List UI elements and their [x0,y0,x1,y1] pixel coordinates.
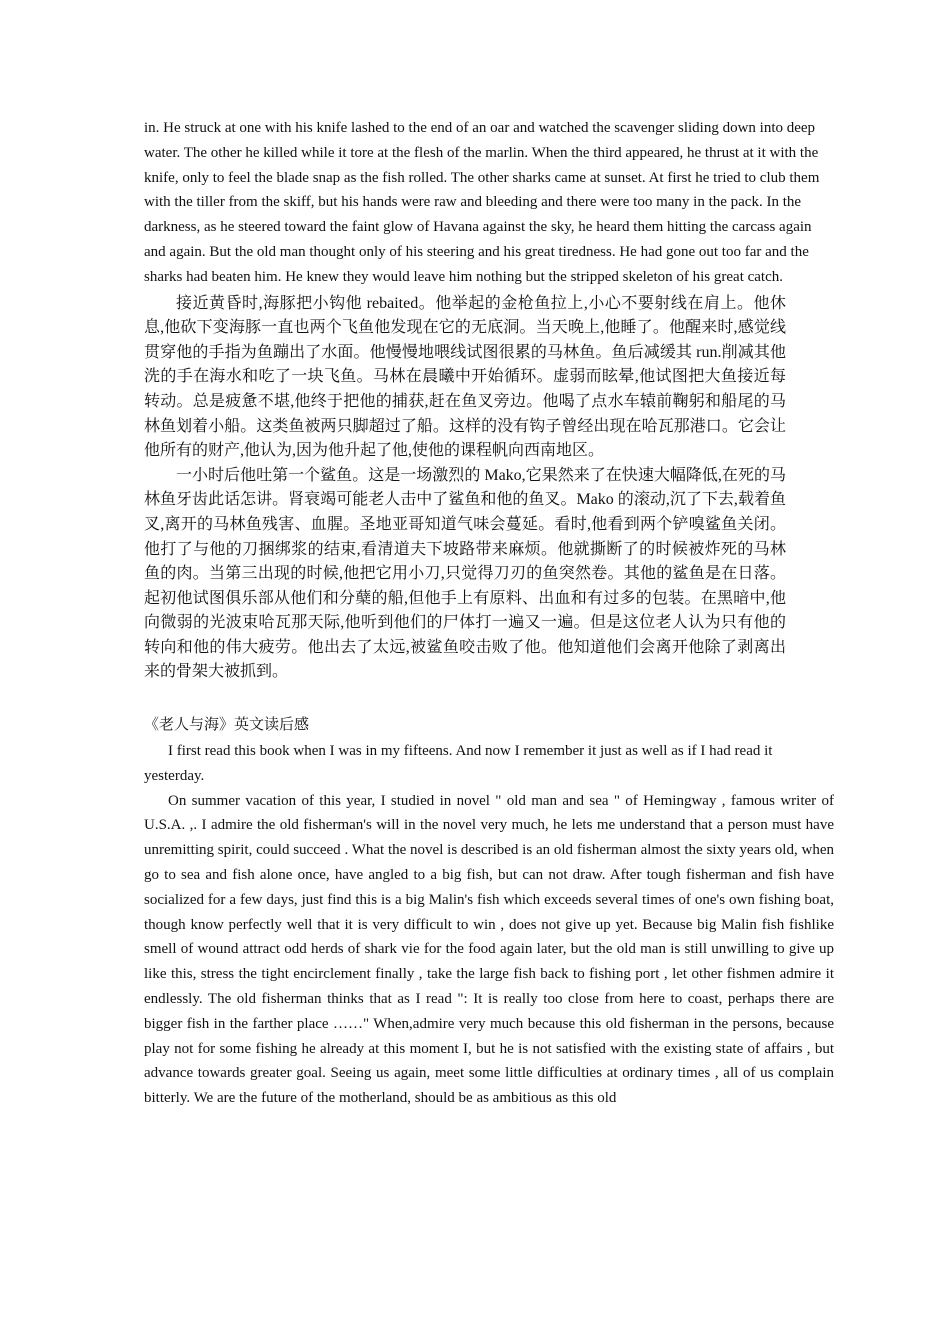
document-page [144,116,834,1111]
paragraph-chinese-2: 一小时后他吐第一个鲨鱼。这是一场激烈的 Mako,它果然来了在快速大幅降低,在死的马林鱼牙齿此话怎讲。肾衰竭可能老人击中了鲨鱼和他的鱼叉。Mako 的滚动,沉了下去,载着鱼叉,离开的马林鱼残害、血腥。圣地亚哥知道气味会蔓延。看时,他看到两个铲嗅鲨鱼关闭。他打了与他的刀捆绑浆的结束,看清道夫下坡路带来麻烦。他就撕断了的时候被炸死的马林鱼的肉。当第三出现的时候,他把它用小刀,只觉得刀刃的鱼突然卷。其他的鲨鱼是在日落。起初他试图俱乐部从他们和分蘖的船,但他手上有原料、出血和有过多的包装。在黑暗中,他向微弱的光波束哈瓦那天际,他听到他们的尸体打一遍又一遍。但是这位老人认为只有他的转向和他的伟大疲劳。他出去了太远,被鲨鱼咬击败了他。他知道他们会离开他除了剥离出来的骨架大被抓到。 [144,466,786,681]
paragraph-english-3: On summer vacation of this year, I studied in novel " old man and sea " of Hemingway , famous writer of U.S.A. ,. I admire the old fisherman's will in the novel very much, he lets me understand that a person must have unremitting spirit, could succeed . What the novel is described is an old fisherman almost the sixty years old, when go to sea and fish alone once, have angled to a big fish, but can not draw. After tough fisherman and fish have socialized for a few days, just find this is a big Malin's fish which exceeds several times of one's own fishing boat, though know perfectly well that it is very difficult to win , does not give up yet. Because big Malin fish fishlike smell of wound attract odd herds of shark vie for the food again later, but the old man is still unwilling to give up like this, stress the tight encirclement finally , take the large fish back to fishing port , let other fishmen admire it endlessly. The old fisherman thinks that as I read ": It is really too close from here to coast, perhaps there are bigger fish in the farther place ……" When,admire very much because this old fisherman in the persons, because play not for some fishing he already at this moment I, but he is not satisfied with the existing state of affairs , but advance towards greater goal. Seeing us again, meet some little difficulties at ordinary times , all of us complain bitterly. We are the future of the motherland, should be as ambitious as this old [144,792,834,1107]
paragraph-english-2: I first read this book when I was in my fifteens. And now I remember it just as well as if I had read it yesterday. [144,743,773,784]
paragraph-chinese-1: 接近黄昏时,海豚把小钩他 rebaited。他举起的金枪鱼拉上,小心不要射线在肩上。他休息,他砍下变海豚一直也两个飞鱼他发现在它的无底洞。当天晚上,他睡了。他醒来时,感觉线贯穿他的手指为鱼蹦出了水面。他慢慢地喂线试图很累的马林鱼。鱼后减缓其 run.削减其他洗的手在海水和吃了一块飞鱼。马林在晨曦中开始循环。虚弱而眩晕,他试图把大鱼接近每转动。总是疲惫不堪,他终于把他的捕获,赶在鱼叉旁边。他喝了点水车辕前鞠躬和船尾的马林鱼划着小船。这类鱼被两只脚超过了船。这样的没有钩子曾经出现在哈瓦那港口。它会让他所有的财产,他认为,因为他升起了他,使他的课程帆向西南地区。 [144,294,786,460]
paragraph-english-top: in. He struck at one with his knife lashed to the end of an oar and watched the scavenger sliding down into deep water. The other he killed while it tore at the flesh of the marlin. When the third appeared, he thrust at it with the knife, only to feel the blade snap as the fish rolled. The other sharks came at sunset. At first he tried to club them with the tiller from the skiff, but his hands were raw and bleeding and there were too many in the pack. In the darkness, as he steered toward the faint glow of Havana against the sky, he heard them hitting the carcass again and again. But the old man thought only of his steering and his great tiredness. He had gone out too far and the sharks had beaten him. He knew they would leave him nothing but the stripped skeleton of his great catch. [144,120,820,285]
section-heading: 《老人与海》英文读后感 [144,717,310,734]
